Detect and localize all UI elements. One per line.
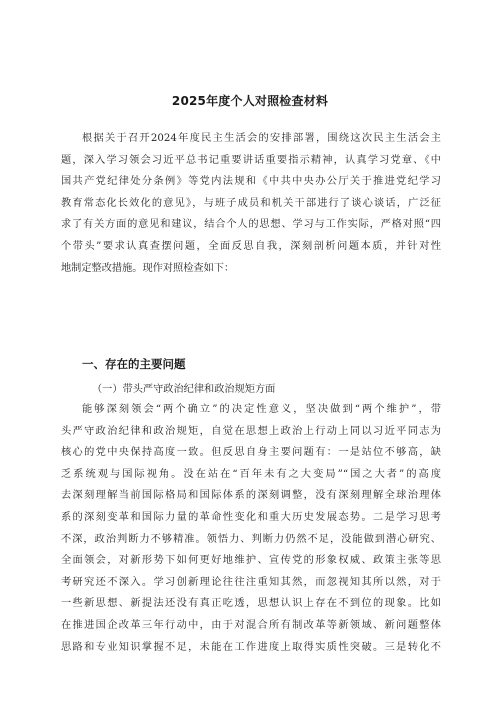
body-line: 头严守政治纪律和政治规矩，自觉在思想上政治上行动上同以习近平同志为 <box>61 425 441 437</box>
section-paragraph <box>61 399 441 658</box>
document-title: 2025年度个人对照检查材料 <box>171 94 329 108</box>
body-line: 去深刻理解当前国际格局和国际体系的深刻调整，没有深刻理解全球治理体 <box>61 490 441 502</box>
intro-line: 求了有关方面的意见和建议，结合个人的思想、学习与工作实际，严格对照“四 <box>61 219 441 231</box>
intro-line: 个带头”要求认真查摆问题，全面反思自我，深刻剖析问题本质，并针对性 <box>61 240 441 252</box>
body-line: 能够深刻领会“两个确立”的决定性意义，坚决做到“两个维护”，带 <box>82 404 441 415</box>
body-line: 在推进国企改革三年行动中，由于对混合所有制改革等新领域、新问题整体 <box>61 619 441 631</box>
body-line: 不深，政治判断力不够精准。领悟力、判断力仍然不足，没能做到潜心研究、 <box>61 533 441 545</box>
intro-line: 教育常态化长效化的意见》，与班子成员和机关干部进行了谈心谈话，广泛征 <box>61 197 441 209</box>
intro-line: 题，深入学习领会习近平总书记重要讲话重要指示精神，认真学习党章、《中 <box>61 154 441 166</box>
intro-line: 地制定整改措施。现作对照检查如下： <box>61 262 235 274</box>
subsection-heading: （一）带头严守政治纪律和政治规矩方面 <box>92 384 276 395</box>
body-line: 乏系统观与国际视角。没在站在“百年未有之大变局”“国之大者”的高度 <box>61 468 441 480</box>
intro-line: 国共产党纪律处分条例》等党内法规和《中共中央办公厅关于推进党纪学习 <box>61 176 441 188</box>
body-line: 核心的党中央保持高度一致。但反思自身主要问题有：一是站位不够高，缺 <box>61 447 441 459</box>
body-line: 一些新思想、新提法还没有真正吃透，思想认识上存在不到位的现象。比如 <box>61 598 441 610</box>
body-line: 思路和专业知识掌握不足，未能在工作进度上取得实质性突破。三是转化不 <box>61 641 441 653</box>
body-line: 考研究还不深入。学习创新理论往往注重知其然，而忽视知其所以然，对于 <box>61 576 441 588</box>
intro-paragraph <box>61 128 441 279</box>
body-line: 系的深刻变革和国际力量的革命性变化和重大历史发展态势。二是学习思考 <box>61 511 441 523</box>
body-line: 全面领会，对新形势下如何更好地维护、宣传党的形象权威、政策主张等思 <box>61 555 441 567</box>
intro-line: 根据关于召开2024年度民主生活会的安排部署，围绕这次民主生活会主 <box>82 133 441 144</box>
section-heading: 一、存在的主要问题 <box>82 357 186 371</box>
